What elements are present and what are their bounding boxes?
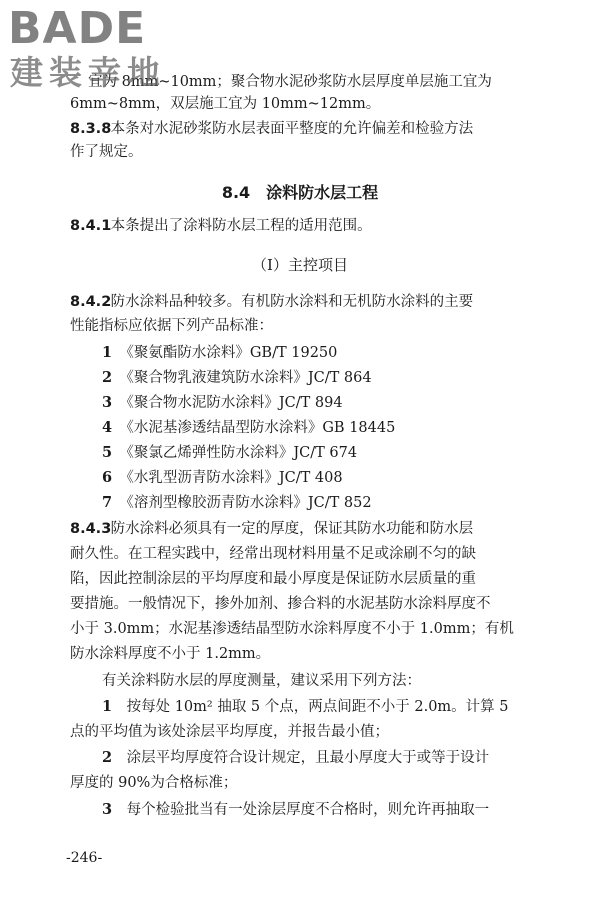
clause-number: 8.4.2 — [70, 294, 112, 310]
clause-text: 本条对水泥砂浆防水层表面平整度的允许偏差和检验方法 — [110, 121, 474, 137]
standard-item: 1 《聚氨酯防水涂料》GB/T 19250 — [102, 344, 338, 361]
intro-line-1: 宜为 8mm~10mm；聚合物水泥砂浆防水层厚度单层施工宜为 — [88, 74, 492, 90]
standard-item: 5 《聚氯乙烯弹性防水涂料》JC/T 674 — [102, 444, 358, 461]
standard-item: 7 《溶剂型橡胶沥青防水涂料》JC/T 852 — [102, 494, 372, 511]
paragraph-line: 防水涂料厚度不小于 1.2mm。 — [70, 646, 271, 662]
clause-text: 本条提出了涂料防水层工程的适用范围。 — [110, 218, 372, 234]
clause-8-4-2-line-2: 性能指标应依据下列产品标准： — [70, 318, 273, 334]
method-item-line-2: 厚度的 90%为合格标准； — [70, 775, 238, 791]
clause-8-3-8-line-2: 作了规定。 — [70, 144, 143, 160]
clause-8-3-8 — [70, 119, 473, 139]
logo-subtext: 建装幸地 — [10, 53, 166, 92]
standard-item: 3 《聚合物水泥防水涂料》JC/T 894 — [102, 394, 343, 411]
intro-line-2: 6mm~8mm，双层施工宜为 10mm~12mm。 — [70, 96, 381, 112]
logo-text: BADE — [8, 3, 147, 54]
section-heading: 8.4 涂料防水层工程 — [221, 183, 379, 202]
standard-item: 2 《聚合物乳液建筑防水涂料》JC/T 864 — [102, 369, 372, 386]
paragraph-line: 陷，因此控制涂层的平均厚度和最小厚度是保证防水层质量的重 — [70, 571, 476, 587]
method-item: 2 涂层平均厚度符合设计规定，且最小厚度大于或等于设计 — [102, 749, 490, 766]
method-intro: 有关涂料防水层的厚度测量，建议采用下列方法： — [102, 673, 421, 689]
clause-number: 8.4.1 — [70, 218, 112, 234]
method-item: 3 每个检验批当有一处涂层厚度不合格时，则允许再抽取一 — [102, 801, 490, 818]
method-item-line-2: 点的平均值为该处涂层平均厚度，并报告最小值； — [70, 724, 389, 740]
paragraph-line: 耐久性。在工程实践中，经常出现材料用量不足或涂刷不匀的缺 — [70, 546, 476, 562]
clause-text: 防水涂料必须具有一定的厚度，保证其防水功能和防水层 — [110, 521, 474, 537]
clause-8-4-2 — [70, 292, 473, 312]
standard-item: 4 《水泥基渗透结晶型防水涂料》GB 18445 — [102, 419, 396, 436]
paragraph-line: 要措施。一般情况下，掺外加剂、掺合料的水泥基防水涂料厚度不 — [70, 596, 491, 612]
clause-number: 8.3.8 — [70, 121, 112, 137]
method-item: 1 按每处 10m² 抽取 5 个点，两点间距不小于 2.0m。计算 5 — [102, 698, 509, 715]
clause-text: 防水涂料品种较多。有机防水涂料和无机防水涂料的主要 — [110, 294, 474, 310]
sub-heading: （I）主控项目 — [252, 256, 348, 274]
paragraph-line: 小于 3.0mm；水泥基渗透结晶型防水涂料厚度不小于 1.0mm；有机 — [70, 621, 514, 637]
clause-8-4-1 — [70, 216, 372, 236]
standard-item: 6 《水乳型沥青防水涂料》JC/T 408 — [102, 469, 343, 486]
clause-8-4-3 — [70, 519, 473, 539]
page-number: -246- — [66, 850, 103, 866]
clause-number: 8.4.3 — [70, 521, 112, 537]
